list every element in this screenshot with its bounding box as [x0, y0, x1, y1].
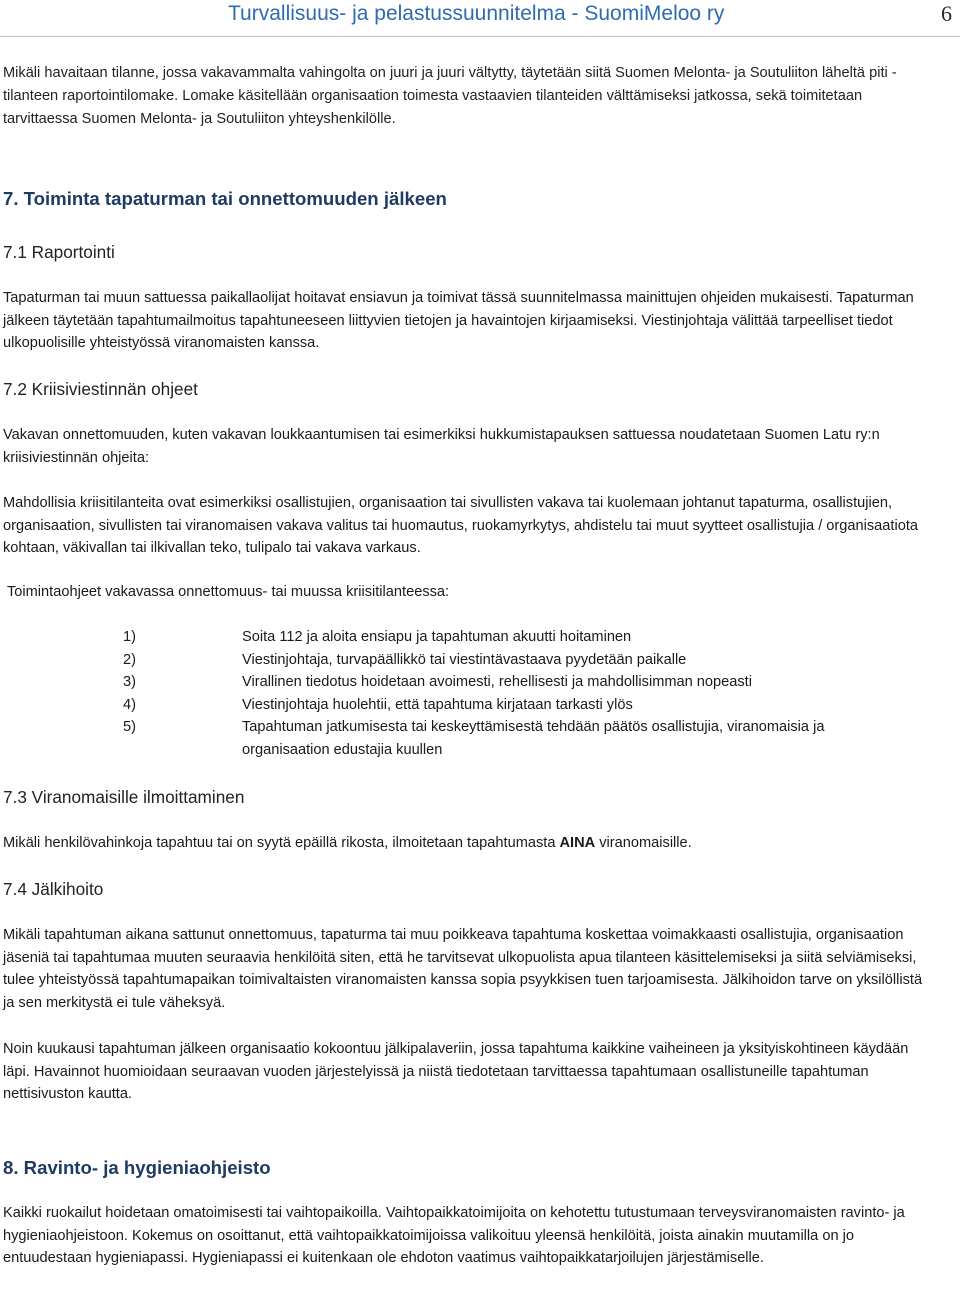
list-item-text: Soita 112 ja aloita ensiapu ja tapahtuman akuutti hoitaminen: [242, 629, 632, 645]
list-item: [123, 626, 913, 649]
document-header-title: Turvallisuus- ja pelastussuunnitelma - SuomiMeloo ry: [228, 2, 725, 25]
page-number: 6: [941, 1, 952, 26]
list-item-text: Virallinen tiedotus hoidetaan avoimesti, rehellisesti ja mahdollisimman nopeasti: [242, 674, 752, 691]
list-item: [123, 694, 913, 717]
list-item-text: Tapahtuman jatkumisesta tai keskeyttämisestä tehdään päätös osallistujia, viranomaisia ja organisaation edustajia kuullen: [242, 719, 825, 758]
section-7-3-text-end: viranomaisille.: [595, 835, 692, 851]
list-item: [123, 649, 913, 672]
section-7-3-emphasis: AINA: [559, 835, 596, 851]
list-item: [123, 671, 913, 694]
list-item-number: 2): [123, 651, 136, 668]
list-item-number: 4): [123, 696, 136, 713]
header-divider: [0, 36, 960, 37]
section-7-2-heading: 7.2 Kriisiviestinnän ohjeet: [3, 379, 198, 399]
section-7-3-text: [3, 832, 933, 855]
list-item-number: 1): [123, 629, 136, 645]
section-7-4-paragraph-2: Noin kuukausi tapahtuman jälkeen organisaatio kokoontuu jälkipalaveriin, jossa tapahtuma kaikkine vaiheineen ja yksityiskohtineen käydään läpi. Havainnot huomioidaan seuraavan vuoden järjestelyissä ja niistä tiedotetaan tarvittaessa tapahtumaan osallistuneille tapahtuman nettisivuston kautta.: [3, 1041, 909, 1102]
section-7-4-heading: 7.4 Jälkihoito: [3, 879, 104, 899]
section-7-2-paragraph-3: Toimintaohjeet vakavassa onnettomuus- tai muussa kriisitilanteessa:: [7, 584, 450, 600]
intro-paragraph: Mikäli havaitaan tilanne, jossa vakavammalta vahingolta on juuri ja juuri vältytty, täytetään siitä Suomen Melonta- ja Soutuliiton läheltä piti -tilanteen raportointilomake. Lomake käsitellään organisaation toimesta vastaavien tilanteiden välttämiseksi jatkossa, sekä toimitetaan tarvittaessa Suomen Melonta- ja Soutuliiton yhteyshenkilölle.: [3, 65, 897, 127]
list-item-number: 5): [123, 719, 136, 736]
list-item: [123, 716, 913, 761]
section-7-1-text: Tapaturman tai muun sattuessa paikallaolijat hoitavat ensiavun ja toimivat tässä suunnitelmassa mainittujen ohjeiden mukaisesti. Tapaturman jälkeen täytetään tapahtumailmoitus tapahtuneeseen liittyvien tietojen ja havaintojen kirjaamiseksi. Viestinjohtaja välittää tarpeelliset tiedot ulkopuolisille yhteistyössä viranomaisten kanssa.: [3, 290, 914, 351]
section-7-1-heading: 7.1 Raportointi: [3, 242, 115, 262]
section-7-heading: 7. Toiminta tapaturman tai onnettomuuden jälkeen: [3, 188, 447, 209]
section-8-text: Kaikki ruokailut hoidetaan omatoimisesti tai vaihtopaikoilla. Vaihtopaikkatoimijoita on kehotettu tutustumaan terveysviranomaisten ravinto- ja hygieniaohjeistoon. Kokemus on osoittanut, että vaihtopaikkatoimijoissa valikoituu yleensä henkilöitä, joista ainakin muutamilla on jo entuudestaan hygieniapassi. Hygieniapassi ei kuitenkaan ole ehdoton vaatimus vaihtopaikkatarjoilujen järjestämiselle.: [3, 1205, 905, 1266]
list-item-text: Viestinjohtaja huolehtii, että tapahtuma kirjataan tarkasti ylös: [242, 696, 633, 713]
section-8-heading: 8. Ravinto- ja hygieniaohjeisto: [3, 1157, 271, 1178]
section-7-4-paragraph-1: Mikäli tapahtuman aikana sattunut onnettomuus, tapaturma tai muu poikkeava tapahtuma koskettaa voimakkaasti osallistujia, organisaation jäseniä tai tapahtumaa muuten seuraavia henkilöitä siten, että he tarvitsevat ulkopuolista apua tilanteen käsittelemiseksi ja siitä selviämiseksi, tulee yhteistyössä tapahtumapaikan toimivaltaisten viranomaisten kanssa sopia psyykkisen tuen tarjoamisesta. Jälkihoidon tarve on yksilöllistä ja sen merkitystä ei tule väheksyä.: [3, 927, 923, 1011]
section-7-3-heading: 7.3 Viranomaisille ilmoittaminen: [3, 787, 245, 807]
section-7-2-paragraph-2: Mahdollisia kriisitilanteita ovat esimerkiksi osallistujien, organisaation tai sivullisten vakava tai kuolemaan johtanut tapaturma, osallistujien, organisaation, sivullisten tai viranomaisen vakava valitus tai huomautus, ruokamyrkytys, ahdistelu tai muut syytteet osallistujia / organisaatiota kohtaan, väkivallan tai ilkivallan teko, tulipalo tai vakava varkaus.: [3, 495, 918, 556]
section-7-3-text-start: Mikäli henkilövahinkoja tapahtuu tai on syytä epäillä rikosta, ilmoitetaan tapahtumasta: [3, 835, 560, 851]
list-item-text: Viestinjohtaja, turvapäällikkö tai viestintävastaava pyydetään paikalle: [242, 651, 687, 668]
section-7-2-paragraph-1: Vakavan onnettomuuden, kuten vakavan loukkaantumisen tai esimerkiksi hukkumistapauksen sattuessa noudatetaan Suomen Latu ry:n kriisiviestinnän ohjeita:: [3, 427, 880, 466]
list-item-number: 3): [123, 674, 136, 691]
crisis-instructions-list: [123, 626, 913, 762]
